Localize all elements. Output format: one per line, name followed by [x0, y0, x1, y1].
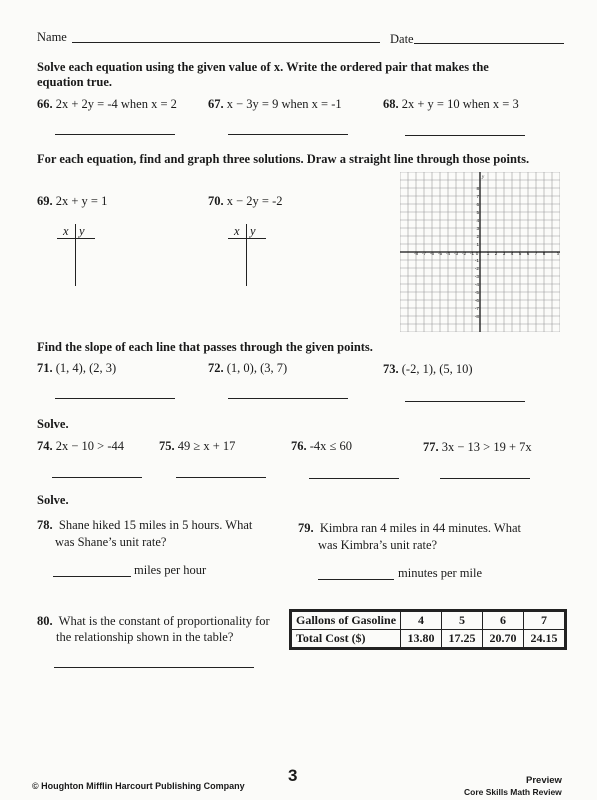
x-tick-label: 2 — [494, 251, 498, 256]
y-tick-label: 6 — [476, 202, 479, 207]
t-chart-70[interactable] — [228, 224, 266, 286]
table-row-label: Gallons of Gasoline — [292, 612, 401, 630]
t-chart-69-y-header: y — [79, 224, 85, 238]
problem-75: 75. 49 ≥ x + 17 — [159, 439, 236, 453]
answer-line-78[interactable] — [53, 576, 131, 577]
y-tick-label: 7 — [476, 194, 479, 199]
y-tick-label: -5 — [474, 290, 479, 295]
problem-79-line2: was Kimbra’s unit rate? — [318, 538, 438, 552]
y-tick-label: 5 — [476, 210, 479, 215]
answer-line-80[interactable] — [54, 667, 254, 668]
x-tick-label: 6 — [526, 251, 530, 256]
date-line[interactable] — [414, 43, 564, 44]
problem-71: 71. (1, 4), (2, 3) — [37, 361, 117, 375]
answer-line-77[interactable] — [440, 478, 530, 479]
x-tick-label: 0 — [475, 251, 479, 256]
answer-line-73[interactable] — [405, 401, 525, 402]
t-chart-70-y-header: y — [250, 224, 256, 238]
x-tick-label: 4 — [510, 251, 514, 256]
section2-instruction: For each equation, find and graph three solutions. Draw a straight line through those points. — [37, 152, 530, 166]
y-axis-label: y — [482, 175, 485, 180]
table-cell: 13.80 — [401, 630, 442, 648]
x-tick-label: -6 — [429, 251, 435, 256]
problem-66: 66. 2x + 2y = -4 when x = 2 — [37, 97, 177, 111]
section5-instruction: Solve. — [37, 493, 69, 507]
table-cell: 20.70 — [483, 630, 524, 648]
copyright: © Houghton Mifflin Harcourt Publishing Company — [32, 781, 245, 791]
y-tick-label: -4 — [474, 282, 479, 287]
y-tick-label: 2 — [476, 234, 479, 239]
problem-68: 68. 2x + y = 10 when x = 3 — [383, 97, 519, 111]
y-tick-label: 4 — [476, 218, 479, 223]
problem-77: 77. 3x − 13 > 19 + 7x — [423, 440, 532, 454]
problem-74: 74. 2x − 10 > -44 — [37, 439, 125, 453]
y-tick-label: -2 — [474, 266, 479, 271]
problem-72: 72. (1, 0), (3, 7) — [208, 361, 288, 375]
unit-79: minutes per mile — [398, 566, 483, 580]
section4-instruction: Solve. — [37, 417, 69, 431]
section3-instruction: Find the slope of each line that passes through the given points. — [37, 340, 373, 354]
answer-line-76[interactable] — [309, 478, 399, 479]
table-row — [292, 612, 565, 630]
page-number: 3 — [288, 766, 298, 785]
problem-78: 78. Shane hiked 15 miles in 5 hours. What — [37, 518, 253, 532]
y-tick-label: -6 — [474, 298, 479, 303]
t-chart-70-x-header: x — [234, 224, 240, 238]
y-tick-label: -1 — [474, 258, 479, 263]
problem-76: 76. -4x ≤ 60 — [291, 439, 353, 453]
preview-label: Preview — [526, 775, 562, 786]
y-tick-label: 3 — [476, 226, 479, 231]
answer-line-75[interactable] — [176, 477, 266, 478]
answer-line-67[interactable] — [228, 134, 348, 135]
problem-79: 79. Kimbra ran 4 miles in 44 minutes. What — [298, 521, 521, 535]
table-cell: 4 — [401, 612, 442, 630]
name-line[interactable] — [72, 42, 380, 43]
answer-line-72[interactable] — [228, 398, 348, 399]
x-tick-label: -1 — [469, 251, 475, 256]
x-tick-label: -4 — [445, 251, 451, 256]
date-label: Date — [390, 32, 414, 46]
y-tick-label: -8 — [474, 314, 479, 319]
y-tick-label: 1 — [476, 242, 479, 247]
unit-78: miles per hour — [134, 563, 207, 577]
name-label: Name — [37, 30, 67, 44]
t-chart-69[interactable] — [57, 224, 95, 286]
x-tick-label: -2 — [461, 251, 467, 256]
section1-instruction-line2: equation true. — [37, 75, 112, 89]
table-cell: 17.25 — [442, 630, 483, 648]
problem-80-line2: the relationship shown in the table? — [56, 630, 234, 644]
answer-line-68[interactable] — [405, 135, 525, 136]
section1-instruction: Solve each equation using the given value of x. Write the ordered pair that makes the — [37, 60, 489, 74]
x-axis-label: x — [557, 252, 560, 257]
problem-67: 67. x − 3y = 9 when x = -1 — [208, 97, 342, 111]
problem-78-line2: was Shane’s unit rate? — [55, 535, 167, 549]
gasoline-table — [291, 611, 565, 648]
x-tick-label: -8 — [413, 251, 419, 256]
x-tick-label: -5 — [437, 251, 443, 256]
table-row-label: Total Cost ($) — [292, 630, 401, 648]
problem-80: 80. What is the constant of proportionality for — [37, 614, 270, 628]
x-tick-label: 3 — [502, 251, 506, 256]
y-tick-label: 8 — [476, 186, 479, 191]
table-cell: 5 — [442, 612, 483, 630]
x-tick-label: 1 — [486, 251, 490, 256]
x-tick-label: -3 — [453, 251, 459, 256]
table-cell: 7 — [524, 612, 565, 630]
table-cell: 24.15 — [524, 630, 565, 648]
problem-70: 70. x − 2y = -2 — [208, 194, 283, 208]
answer-line-71[interactable] — [55, 398, 175, 399]
answer-line-79[interactable] — [318, 579, 394, 580]
answer-line-66[interactable] — [55, 134, 175, 135]
coordinate-grid[interactable] — [400, 172, 560, 332]
problem-73: 73. (-2, 1), (5, 10) — [383, 362, 473, 376]
x-tick-label: -7 — [421, 251, 427, 256]
t-chart-69-x-header: x — [63, 224, 69, 238]
x-tick-label: 5 — [518, 251, 522, 256]
answer-line-74[interactable] — [52, 477, 142, 478]
x-tick-label: 8 — [542, 251, 546, 256]
y-tick-label: -7 — [474, 306, 479, 311]
table-cell: 6 — [483, 612, 524, 630]
y-tick-label: -3 — [474, 274, 479, 279]
book-title: Core Skills Math Review — [464, 787, 562, 797]
x-tick-label: 7 — [534, 251, 538, 256]
problem-69: 69. 2x + y = 1 — [37, 194, 108, 208]
table-row — [292, 630, 565, 648]
